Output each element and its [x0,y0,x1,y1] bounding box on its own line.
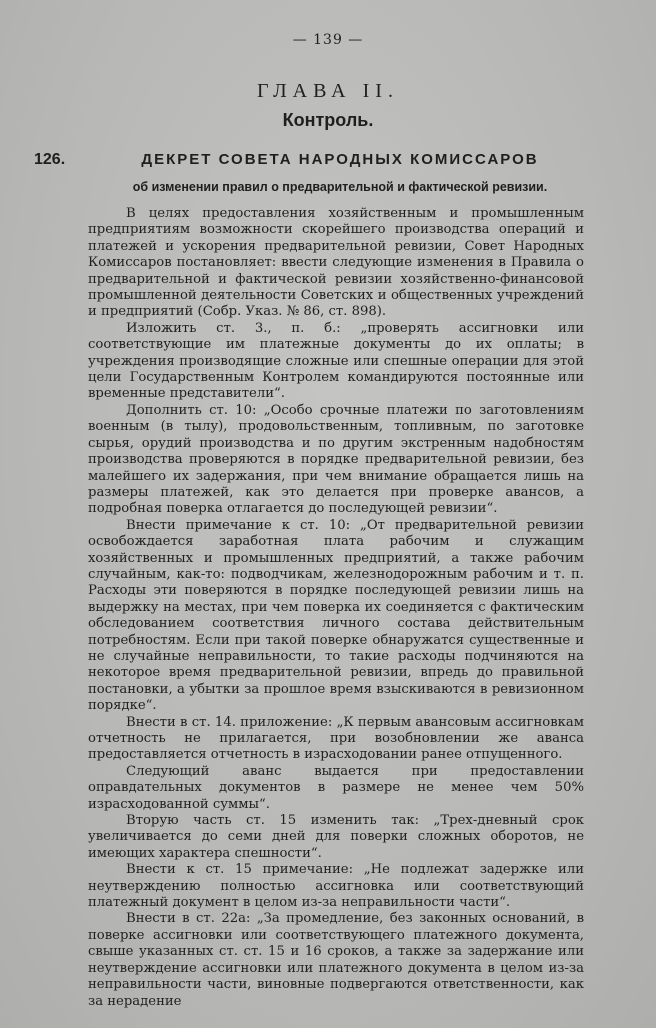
paragraph: Вторую часть ст. 15 изменить так: „Трех-дневный срок увеличивается до семи дней для поверки сложных оборотов, не имеющих характера спешности“. [88,813,584,861]
section-heading: Контроль. [282,110,374,130]
paragraph: Внести в ст. 14. приложение: „К первым авансовым ассигновкам отчетность не прилагается, при возобновлении же аванса предоставляется отчетность в израсходовании ранее отпущенного. [88,714,584,763]
paragraph: Изложить ст. 3., п. б.: „проверять ассигновки или соответствующие им платежные документы до их оплаты; в учреждения производящие сложные или спешные операции для этой цели Государственным Контролем командируются постоянные или временные представители“. [88,320,584,402]
chapter-heading: ГЛАВА II. [257,80,399,102]
paragraph: Следующий аванс выдается при предоставлении оправдательных документов в размере не менее чем 50% израсходованной суммы“. [88,763,584,812]
paragraph: Внести в ст. 22а: „За промедление, без законных оснований, в поверке ассигновки или соответствующего платежного документа, свыше указанных ст. ст. 15 и 16 сроков, а также за задержание или неутверждение ассигновки или платежного документа в целом из-за неправильности части, виновные подвергаются ответственности, как за нерадение [88,911,584,1009]
decree-number: 126. [34,151,66,168]
decree-subtitle: об изменении правил о предварительной и фактической ревизии. [132,180,548,194]
paragraph: Дополнить ст. 10: „Особо срочные платежи по заготовлениям военным (в тылу), продовольственным, топливным, по заготовке сырья, орудий производства и по другим экстренным надобностям производства проверяются в порядке предварительной ревизии, без малейшего их задержания, при чем внимание обращается лишь на размеры платежей, как это делается при проверке авансов, а подробная поверка отлагается до последующей ревизии“. [88,402,584,517]
paragraph: Внести примечание к ст. 10: „От предварительной ревизии освобождается заработная плата рабочим и служащим хозяйственных и промышленных предприятий, а также рабочим случайным, как-то: подводчикам, железнодорожным рабочим и т. п. Расходы эти поверяются в порядке последующей ревизии лишь на выдержку на местах, при чем поверка их соединяется с фактическим обследованием соответствия личного состава действительным потребностям. Если при такой поверке обнаружатся существенные и не случайные неправильности, то такие расходы подчиняются на некоторое время предварительной ревизии, впредь до правильной постановки, а убытки за прошлое время взыскиваются в ревизионном порядке“. [88,517,584,714]
page-number: — 139 — [292,32,364,48]
decree-title: ДЕКРЕТ СОВЕТА НАРОДНЫХ КОМИССАРОВ [141,151,539,168]
paragraph: Внести к ст. 15 примечание: „Не подлежат задержке или неутверждению полностью ассигновка или соответствующий платежный документ в целом из-за неправильности части“. [88,862,584,911]
paragraph: В целях предоставления хозяйственным и промышленным предприятиям возможности скорейшего производства операций и платежей и ускорения предварительной ревизии, Совет Народных Комиссаров постановляет: ввести следующие изменения в Правила о предварительной и фактической ревизии хозяйственно-финансовой промышленной деятельности Советских и общественных учреждений и предприятий (Собр. Указ. № 86, ст. 898). [88,206,584,320]
decree-body [88,206,584,1010]
